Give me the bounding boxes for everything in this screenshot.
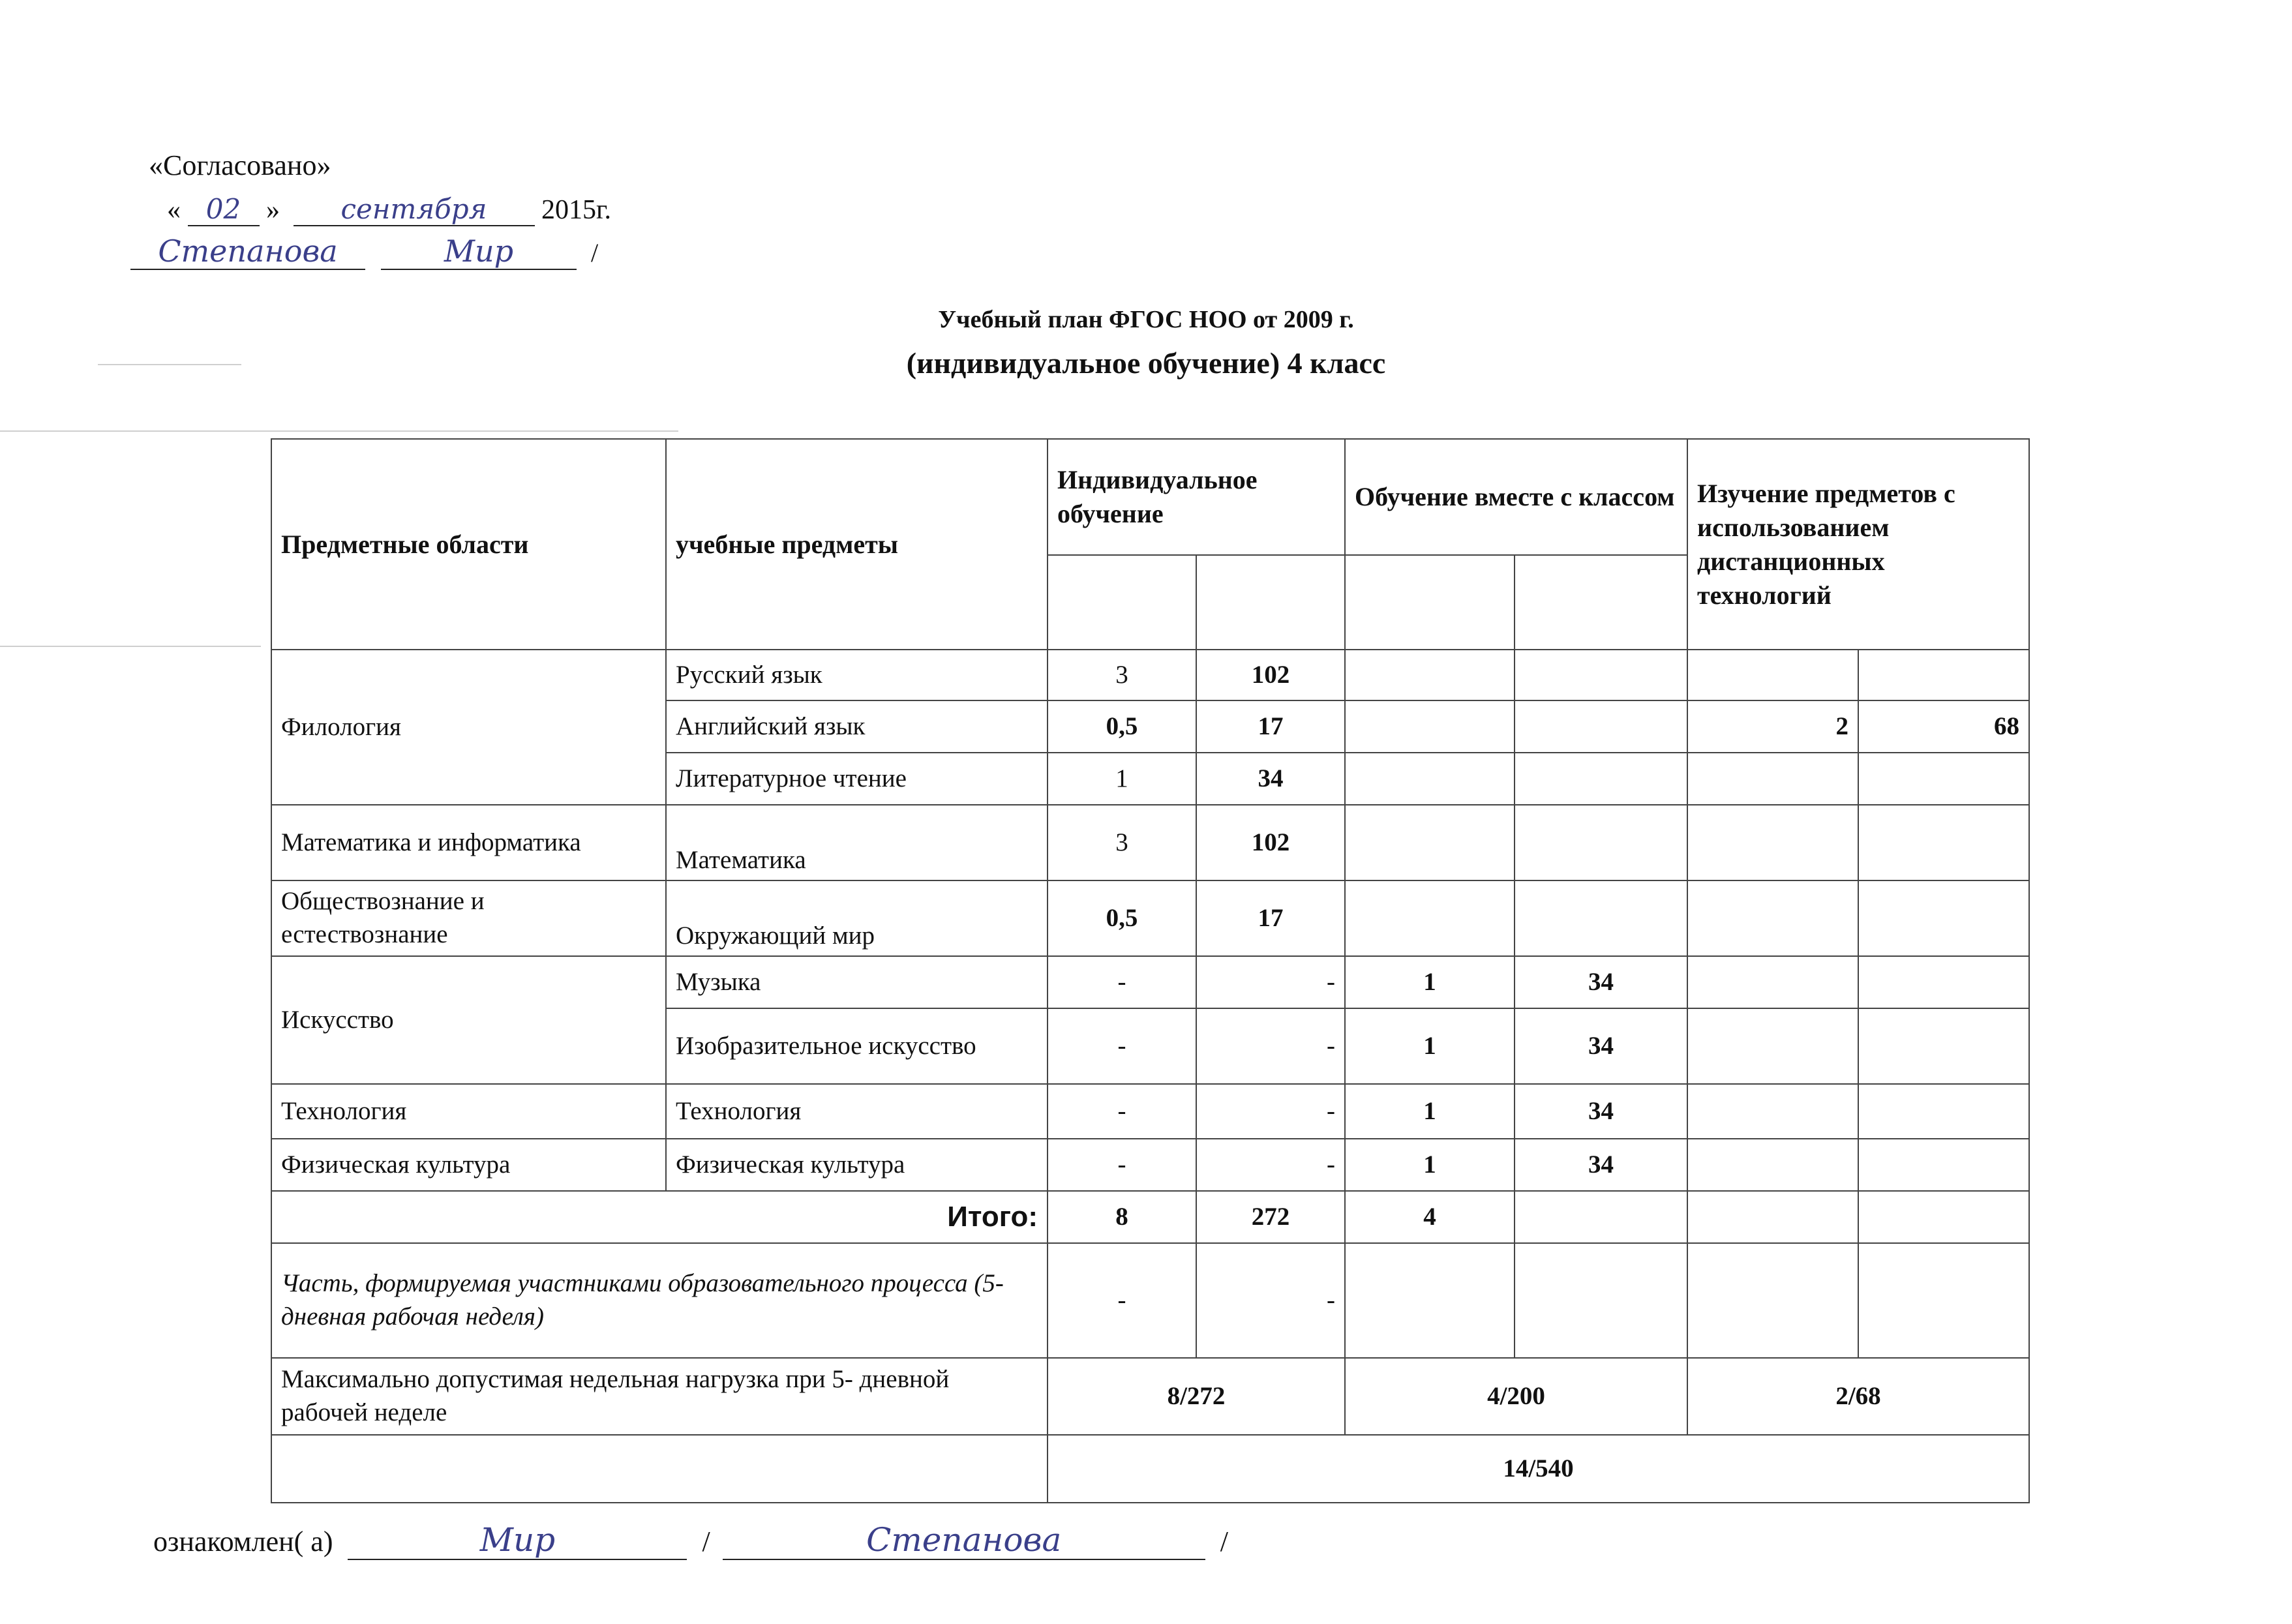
cell-distance-year [1858, 880, 2029, 956]
cell-distance-year [1858, 1084, 2029, 1139]
cell-class-year [1515, 700, 1687, 753]
approval-date-row [167, 193, 611, 226]
row-subject: Математика [666, 805, 1048, 880]
cell-distance-year [1858, 1139, 2029, 1191]
cell-individual-hours: 0,5 [1048, 880, 1196, 956]
cell-class-hours [1345, 880, 1515, 956]
cell-class-hours: 1 [1345, 1139, 1515, 1191]
row-subject: Литературное чтение [666, 753, 1048, 805]
row-subject: Музыка [666, 956, 1048, 1008]
cell-distance-hours [1687, 805, 1858, 880]
cell-class-hours [1345, 753, 1515, 805]
part-distance-hours [1687, 1243, 1858, 1358]
part-formed-label: Часть, формируемая участниками образовательного процесса (5- дневная рабочая неделя) [271, 1243, 1048, 1358]
cell-individual-hours: 3 [1048, 805, 1196, 880]
total-label: Итого: [271, 1191, 1048, 1243]
part-class-year [1515, 1243, 1687, 1358]
date-open-quote: « [167, 195, 181, 225]
cell-distance-year [1858, 753, 2029, 805]
cell-individual-hours: 1 [1048, 753, 1196, 805]
approval-year: 2015г. [541, 195, 611, 225]
header-class-hours [1345, 555, 1515, 650]
cell-distance-hours [1687, 650, 1858, 700]
cell-individual-hours: - [1048, 1008, 1196, 1084]
row-area-technology: Технология [271, 1084, 666, 1139]
approval-signature: Мир [381, 233, 577, 270]
cell-class-hours: 1 [1345, 1084, 1515, 1139]
cell-individual-hours: - [1048, 1084, 1196, 1139]
ack-signature: Мир [348, 1521, 687, 1560]
ack-label: ознакомлен( а) [153, 1526, 333, 1557]
header-with-class: Обучение вместе с классом [1345, 439, 1687, 555]
row-area-art: Искусство [271, 956, 666, 1084]
cell-class-hours [1345, 650, 1515, 700]
total-class-hours: 4 [1345, 1191, 1515, 1243]
acknowledgement-row [153, 1521, 1228, 1560]
total-individual-year: 272 [1196, 1191, 1345, 1243]
cell-individual-year: 102 [1196, 805, 1345, 880]
max-load-individual: 8/272 [1048, 1358, 1345, 1435]
ack-name-handwritten: Степанова [723, 1521, 1205, 1560]
total-individual-hours: 8 [1048, 1191, 1196, 1243]
scan-artifact-line [0, 430, 678, 432]
row-subject: Физическая культура [666, 1139, 1048, 1191]
row-subject: Технология [666, 1084, 1048, 1139]
row-subject: Окружающий мир [666, 880, 1048, 956]
max-load-class: 4/200 [1345, 1358, 1687, 1435]
ack-slash-right: / [1220, 1526, 1228, 1557]
cell-class-year [1515, 753, 1687, 805]
approval-name-handwritten: Степанова [130, 233, 365, 270]
cell-individual-year: - [1196, 1139, 1345, 1191]
approval-signature-row [130, 233, 598, 270]
curriculum-table [271, 438, 2030, 1503]
cell-class-year: 34 [1515, 1008, 1687, 1084]
approval-label: «Согласовано» [149, 149, 331, 181]
part-class-hours [1345, 1243, 1515, 1358]
row-subject: Русский язык [666, 650, 1048, 700]
cell-class-hours: 1 [1345, 956, 1515, 1008]
max-load-label: Максимально допустимая недельная нагрузка при 5- дневной рабочей неделе [271, 1358, 1048, 1435]
cell-class-year: 34 [1515, 956, 1687, 1008]
cell-class-year [1515, 805, 1687, 880]
approval-month: сентября [294, 193, 535, 226]
row-area-pe: Физическая культура [271, 1139, 666, 1191]
cell-distance-year [1858, 1008, 2029, 1084]
cell-class-hours: 1 [1345, 1008, 1515, 1084]
header-individual-hours [1048, 555, 1196, 650]
cell-class-year: 34 [1515, 1084, 1687, 1139]
cell-individual-hours: - [1048, 956, 1196, 1008]
row-subject: Английский язык [666, 700, 1048, 753]
grand-total-value: 14/540 [1048, 1435, 2029, 1503]
date-close-quote: » [266, 195, 280, 225]
row-area-philology: Филология [271, 650, 666, 805]
scan-artifact-line [0, 646, 261, 647]
cell-distance-year: 68 [1858, 700, 2029, 753]
cell-distance-hours [1687, 1008, 1858, 1084]
header-individual-year [1196, 555, 1345, 650]
cell-individual-year: - [1196, 956, 1345, 1008]
max-load-distance: 2/68 [1687, 1358, 2029, 1435]
ack-slash-left: / [702, 1526, 710, 1557]
cell-distance-year [1858, 805, 2029, 880]
cell-class-year [1515, 880, 1687, 956]
cell-distance-hours [1687, 1084, 1858, 1139]
cell-distance-hours [1687, 1139, 1858, 1191]
header-subject-area: Предметные области [271, 439, 666, 650]
cell-individual-year: 102 [1196, 650, 1345, 700]
cell-class-year: 34 [1515, 1139, 1687, 1191]
cell-distance-hours [1687, 880, 1858, 956]
header-subject: учебные предметы [666, 439, 1048, 650]
cell-individual-year: 17 [1196, 880, 1345, 956]
total-distance-year [1858, 1191, 2029, 1243]
cell-class-year [1515, 650, 1687, 700]
header-distance: Изучение предметов с использованием дистанционных технологий [1687, 439, 2029, 650]
row-subject: Изобразительное искусство [666, 1008, 1048, 1084]
cell-distance-hours [1687, 753, 1858, 805]
total-class-year [1515, 1191, 1687, 1243]
approval-day: 02 [188, 193, 260, 226]
approval-slash: / [591, 238, 599, 267]
header-class-year [1515, 555, 1687, 650]
cell-individual-year: - [1196, 1084, 1345, 1139]
cell-individual-hours: 3 [1048, 650, 1196, 700]
cell-individual-hours: - [1048, 1139, 1196, 1191]
cell-individual-year: 17 [1196, 700, 1345, 753]
header-individual: Индивидуальное обучение [1048, 439, 1345, 555]
document-subtitle: (индивидуальное обучение) 4 класс [906, 346, 1386, 380]
cell-distance-hours: 2 [1687, 700, 1858, 753]
part-distance-year [1858, 1243, 2029, 1358]
cell-individual-hours: 0,5 [1048, 700, 1196, 753]
part-individual-year: - [1196, 1243, 1345, 1358]
cell-class-hours [1345, 700, 1515, 753]
total-distance-hours [1687, 1191, 1858, 1243]
document-title: Учебный план ФГОС НОО от 2009 г. [938, 306, 1354, 333]
cell-class-hours [1345, 805, 1515, 880]
part-individual-hours: - [1048, 1243, 1196, 1358]
cell-individual-year: - [1196, 1008, 1345, 1084]
cell-distance-hours [1687, 956, 1858, 1008]
row-area-math: Математика и информатика [271, 805, 666, 880]
cell-individual-year: 34 [1196, 753, 1345, 805]
cell-distance-year [1858, 956, 2029, 1008]
grand-total-label-empty [271, 1435, 1048, 1503]
cell-distance-year [1858, 650, 2029, 700]
row-area-social-science: Обществознание и естествознание [271, 880, 666, 956]
